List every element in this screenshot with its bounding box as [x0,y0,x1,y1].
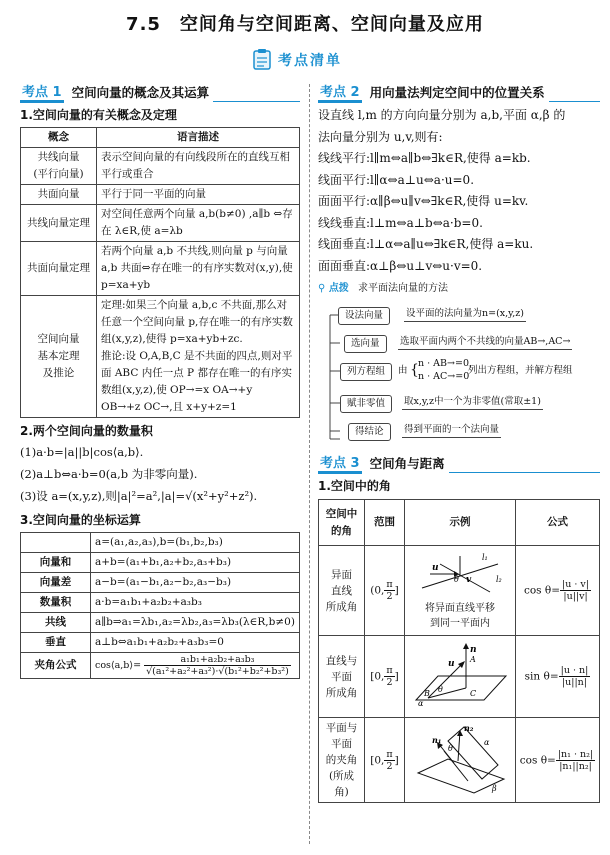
table-row [319,718,600,803]
coord-name: 向量差 [21,573,91,593]
concept-desc: 平行于同一平面的向量 [97,185,300,205]
angle-range: (0, $\frac{\pi}{2}$ ] [365,546,405,636]
coord-formula [91,653,300,679]
angle-formula: sin θ= $\frac{|u \cdot n|}{|u||n|}$ [516,636,600,718]
tip-header [318,281,600,297]
table-row [21,633,300,653]
relation-line: 面面垂直:α⊥β⇔u⊥v⇔u·v=0. [318,258,483,273]
angle-name: 异面 直线 所成角 [319,546,365,636]
angle-header: 示例 [405,500,516,546]
concept-header-desc: 语言描述 [97,128,300,148]
concept-name: 共线向量 (平行向量) [21,148,97,185]
table-row [21,296,300,418]
svg-text:n₂: n₂ [464,722,474,733]
skew-lines-figure [410,550,510,596]
coord-name: 夹角公式 [21,653,91,679]
page-title: 7.5 空间角与空间距离、空间向量及应用 [126,14,484,35]
table-row [319,636,600,718]
coord-formula: a·b=a₁b₁+a₂b₂+a₃b₃ [91,593,300,613]
table-row [21,185,300,205]
right-column [318,82,600,803]
angle-example [405,546,516,636]
angle-formula-fraction [144,654,291,677]
coord-name: 垂直 [21,633,91,653]
angle-range: [0, $\frac{\pi}{2}$ ] [365,718,405,803]
flow-eq1: n · AB→=0, [418,358,473,369]
svg-text:l₁: l₁ [482,553,488,562]
left-column [20,82,300,679]
concept-name: 共线向量定理 [21,205,97,242]
coord-name: 向量和 [21,553,91,573]
concept-desc: 对空间任意两个向量 a,b(b≠0) ,a∥b ⇔存在 λ∈R,使 a=λb [97,205,300,242]
angle-header: 范围 [365,500,405,546]
flow-step: 列方程组 [340,363,392,381]
relation-line: 线线垂直:l⊥m⇔a⊥b⇔a·b=0. [318,215,483,230]
svg-text:θ: θ [438,685,443,694]
kd1-header [20,82,300,102]
concept-desc: 定理:如果三个向量 a,b,c 不共面,那么对任意一个空间向量 p,存在唯一的有序实数组(x,y,z),使得 p=xa+yb+zc. 推论:设 O,A,B,C 是不共面的四点,则对平面 ABC 内任一点 P 都存在唯一的有序实数组(x,y,z),使 OP→=x OA→+y OB→+z OC→,且 x+y+z=1 [97,296,300,418]
coord-table [20,532,300,679]
svg-text:α: α [484,737,490,747]
coord-formula: a−b=(a₁−b₁,a₂−b₂,a₃−b₃) [91,573,300,593]
table-row [21,653,300,679]
tip-tag: ⚲ 点拨 [318,283,349,294]
flow-step: 得结论 [348,423,391,441]
kd2-title: 用向量法判定空间中的位置关系 [369,85,545,100]
relation-line: 线面垂直:l⊥α⇔a∥u⇔∃k∈R,使得 a=ku. [318,237,534,251]
coord-formula: a⊥b⇔a₁b₁+a₂b₂+a₃b₃=0 [91,633,300,653]
table-row [319,546,600,636]
svg-text:A: A [470,655,476,664]
dot-formula: (2)a⊥b⇔a·b=0(a,b 为非零向量). [20,467,198,481]
banner-text: 考点清单 [278,53,342,69]
dot-formula: (3)设 a=(x,y,z),则|a|²=a²,|a|=√(x²+y²+z²). [20,489,258,503]
concept-header-row [21,128,300,148]
plane-plane-figure [408,721,512,795]
concept-table [20,127,300,418]
angle-header: 公式 [516,500,600,546]
svg-text:α: α [418,699,424,708]
table-row [21,573,300,593]
kd3-rule [449,472,600,473]
svg-text:θ: θ [448,743,453,753]
normal-vector-flowchart [318,299,600,449]
svg-text:n: n [470,645,477,655]
coord-name: 共线 [21,613,91,633]
relation-line: 面面平行:α∥β⇔u∥v⇔∃k∈R,使得 u=kv. [318,194,529,208]
kd2-header [318,82,600,102]
coord-header: a=(a₁,a₂,a₃),b=(b₁,b₂,b₃) [91,533,300,553]
skew-lines-caption: 将异面直线平移 到同一平面内 [425,603,495,629]
flow-step: 选向量 [344,335,387,353]
kd2-tag: 考点 2 [318,81,362,103]
kd2-intro: 法向量分别为 u,v,则有: [318,129,443,144]
flow-note: 得到平面的一个法向量 [402,423,501,438]
svg-text:u: u [432,563,439,573]
angle-formula-num: a₁b₁+a₂b₂+a₃b₃ [144,654,291,666]
coord-name: 数量积 [21,593,91,613]
kd2-intro: 设直线 l,m 的方向向量分别为 a,b,平面 α,β 的 [318,108,566,122]
concept-desc: 若两个向量 a,b 不共线,则向量 p 与向量 a,b 共面⇔存在唯一的有序实数对(x,y),使 p=xa+yb [97,242,300,296]
table-row [21,205,300,242]
flow-note: 取x,y,z中一个为非零值(常取±1) [402,395,543,410]
angle-formula: cos θ= $\frac{\text{|n₁ · n₂|}}{\text{|n₁||n₂|}}$ [516,718,600,803]
table-row [21,593,300,613]
svg-text:θ: θ [454,575,459,584]
relation-line: 线面平行:l∥α⇔a⊥u⇔a·u=0. [318,172,475,187]
kd1-rule [213,101,300,102]
flow-eq2: n · AC→=0 [418,371,470,382]
dot-formula: (1)a·b=|a||b|cos⟨a,b⟩. [20,445,144,459]
concept-header-name: 概念 [21,128,97,148]
svg-text:β: β [492,783,497,793]
angle-example [405,636,516,718]
clipboard-icon [252,48,272,70]
section-1-heading: 1.空间向量的有关概念及定理 [20,108,177,122]
coord-formula: a∥b⇒a₁=λb₁,a₂=λb₂,a₃=λb₃(λ∈R,b≠0) [91,613,300,633]
flow-note: 列出方程组，并解方程组 [468,365,573,376]
kd3-tag: 考点 3 [318,452,362,474]
angle-example [405,718,516,803]
coord-header-row [21,533,300,553]
concept-name: 共面向量定理 [21,242,97,296]
kd1-tag: 考点 1 [20,81,64,103]
angle-header-row [319,500,600,546]
table-row [21,148,300,185]
section-3-heading: 3.空间向量的坐标运算 [20,513,141,527]
concept-name: 共面向量 [21,185,97,205]
flow-step: 赋非零值 [340,395,392,413]
svg-text:u: u [448,659,455,669]
tip-text: 求平面法向量的方法 [358,283,448,294]
svg-text:C: C [470,689,477,698]
relation-line: 线线平行:l∥m⇔a∥b⇔∃k∈R,使得 a=kb. [318,151,531,165]
kd3-title: 空间角与距离 [369,456,445,471]
angle-table [318,499,600,803]
angle-name: 直线与 平面 所成角 [319,636,365,718]
column-divider [309,84,310,844]
section-banner [252,48,362,70]
concept-desc: 表示空间向量的有向线段所在的直线互相平行或重合 [97,148,300,185]
coord-formula: a+b=(a₁+b₁,a₂+b₂,a₃+b₃) [91,553,300,573]
section-2-heading: 2.两个空间向量的数量积 [20,424,153,438]
line-plane-figure [408,640,512,708]
flow-eq-prefix: 由 [398,365,408,376]
flow-note: 选取平面内两个不共线的向量AB→,AC→ [398,335,572,350]
angle-name: 平面与 平面 的夹角 (所成角) [319,718,365,803]
angles-heading: 1.空间中的角 [318,479,391,493]
angle-range: [0, $\frac{\pi}{2}$ ] [365,636,405,718]
angle-formula-prefix: cos⟨a,b⟩= [95,660,142,671]
angle-formula: cos θ= $\frac{|u \cdot v|}{|u||v|}$ [516,546,600,636]
kd3-header [318,453,600,473]
kd1-title: 空间向量的概念及其运算 [71,85,210,100]
table-row [21,553,300,573]
flow-note: 设平面的法向量为n=(x,y,z) [404,307,526,322]
kd2-rule [549,101,600,102]
brace-icon: { [410,362,419,378]
flow-step: 设法向量 [338,307,390,325]
coord-empty-cell [21,533,91,553]
svg-text:n₁: n₁ [432,734,442,745]
table-row [21,613,300,633]
angle-formula-den: √(a₁²+a₂²+a₃²)·√(b₁²+b₂²+b₃²) [146,666,289,677]
angle-header: 空间中的角 [319,500,365,546]
svg-text:B: B [424,689,430,698]
svg-text:v: v [466,575,472,585]
concept-name: 空间向量 基本定理 及推论 [21,296,97,418]
table-row [21,242,300,296]
svg-text:l₂: l₂ [496,575,502,584]
